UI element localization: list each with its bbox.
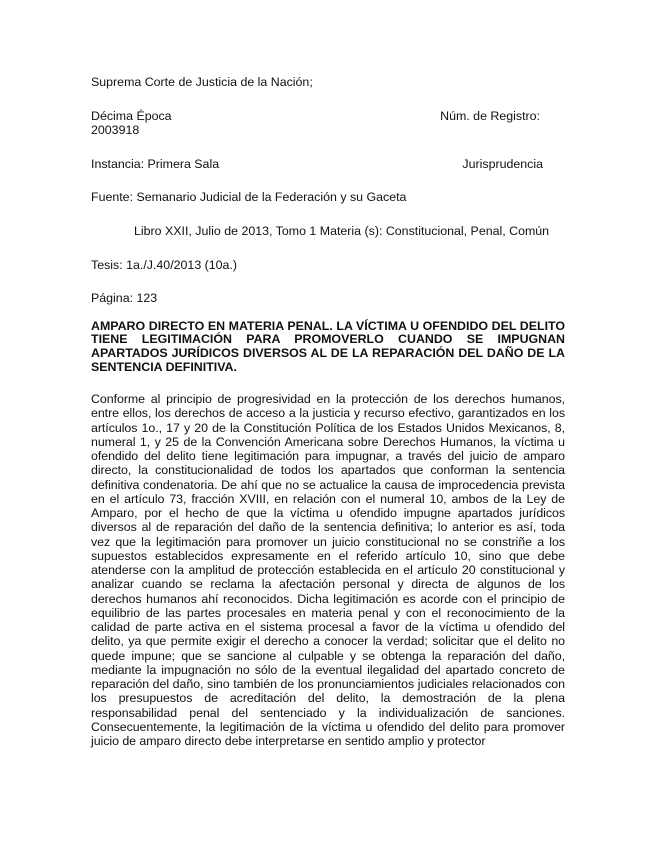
book-matter-line: Libro XXII, Julio de 2013, Tomo 1 Materia (s): Constitucional, Penal, Común [134,223,550,238]
instance-row [91,157,565,172]
page-number: Página: 123 [91,291,158,306]
thesis-number: Tesis: 1a./J.40/2013 (10a.) [91,257,238,272]
thesis-type: Jurisprudencia [462,156,543,171]
court-name: Suprema Corte de Justicia de la Nación; [91,75,313,89]
document-page [91,75,565,761]
thesis-title: AMPARO DIRECTO EN MATERIA PENAL. LA VÍCTIMA U OFENDIDO DEL DELITO TIENE LEGITIMACIÓN PARA PROMOVERLO CUANDO SE IMPUGNAN APARTADOS JURÍDICOS DIVERSOS AL DE LA REPARACIÓN DEL DAÑO DE LA SENTENCIA DEFINITIVA. [91,318,565,374]
source-line: Fuente: Semanario Judicial de la Federación y su Gaceta [91,190,407,205]
registry-number: 2003918 [91,123,140,138]
registry-label: Núm. de Registro: [440,108,540,123]
thesis-body: Conforme al principio de progresividad en la protección de los derechos humanos, entre ellos, los derechos de acceso a la justicia y recurso efectivo, garantizados en los artículos 1o., 17 y 20 de la Constitución Política de los Estados Unidos Mexicanos, 8, numeral 1, y 25 de la Convención Americana sobre Derechos Humanos, la víctima u ofendido del delito tiene legitimación para impugnar, a través del juicio de amparo directo, la constitucionalidad de todos los apartados que conforman la sentencia definitiva condenatoria. De ahí que no se actualice la causa de improcedencia prevista en el artículo 73, fracción XVIII, en relación con el numeral 10, ambos de la Ley de Amparo, por el hecho de que la víctima u ofendido impugne apartados jurídicos diversos al de reparación del daño de la sentencia definitiva; lo anterior es así, toda vez que la legitimación para promover un juicio constitucional no se constriñe a los supuestos establecidos expresamente en el referido artículo 10, sino que debe atenderse con la amplitud de protección establecida en el artículo 20 constitucional y analizar cuando se reclama la afectación personal y directa de algunos de los derechos humanos ahí reconocidos. Dicha legitimación es acorde con el principio de equilibrio de las partes procesales en materia penal y con el reconocimiento de la calidad de parte activa en el sistema procesal a favor de la víctima u ofendido del delito, ya que permite exigir el derecho a conocer la verdad; solicitar que el delito no quede impune; que se sancione al culpable y se obtenga la reparación del daño, mediante la impugnación no sólo de la eventual ilegalidad del apartado concreto de reparación del daño, sino también de los pronunciamientos judiciales relacionados con los presupuestos de acreditación del delito, la demostración de la plena responsabilidad penal del sentenciado y la individualización de sanciones. Consecuentemente, la legitimación de la víctima u ofendido del delito para promover juicio de amparo directo debe interpretarse en sentido amplio y protector [91,392,565,749]
epoch-label: Décima Época [91,108,172,123]
epoch-registry-row [91,109,565,124]
instance-label: Instancia: Primera Sala [91,156,220,171]
